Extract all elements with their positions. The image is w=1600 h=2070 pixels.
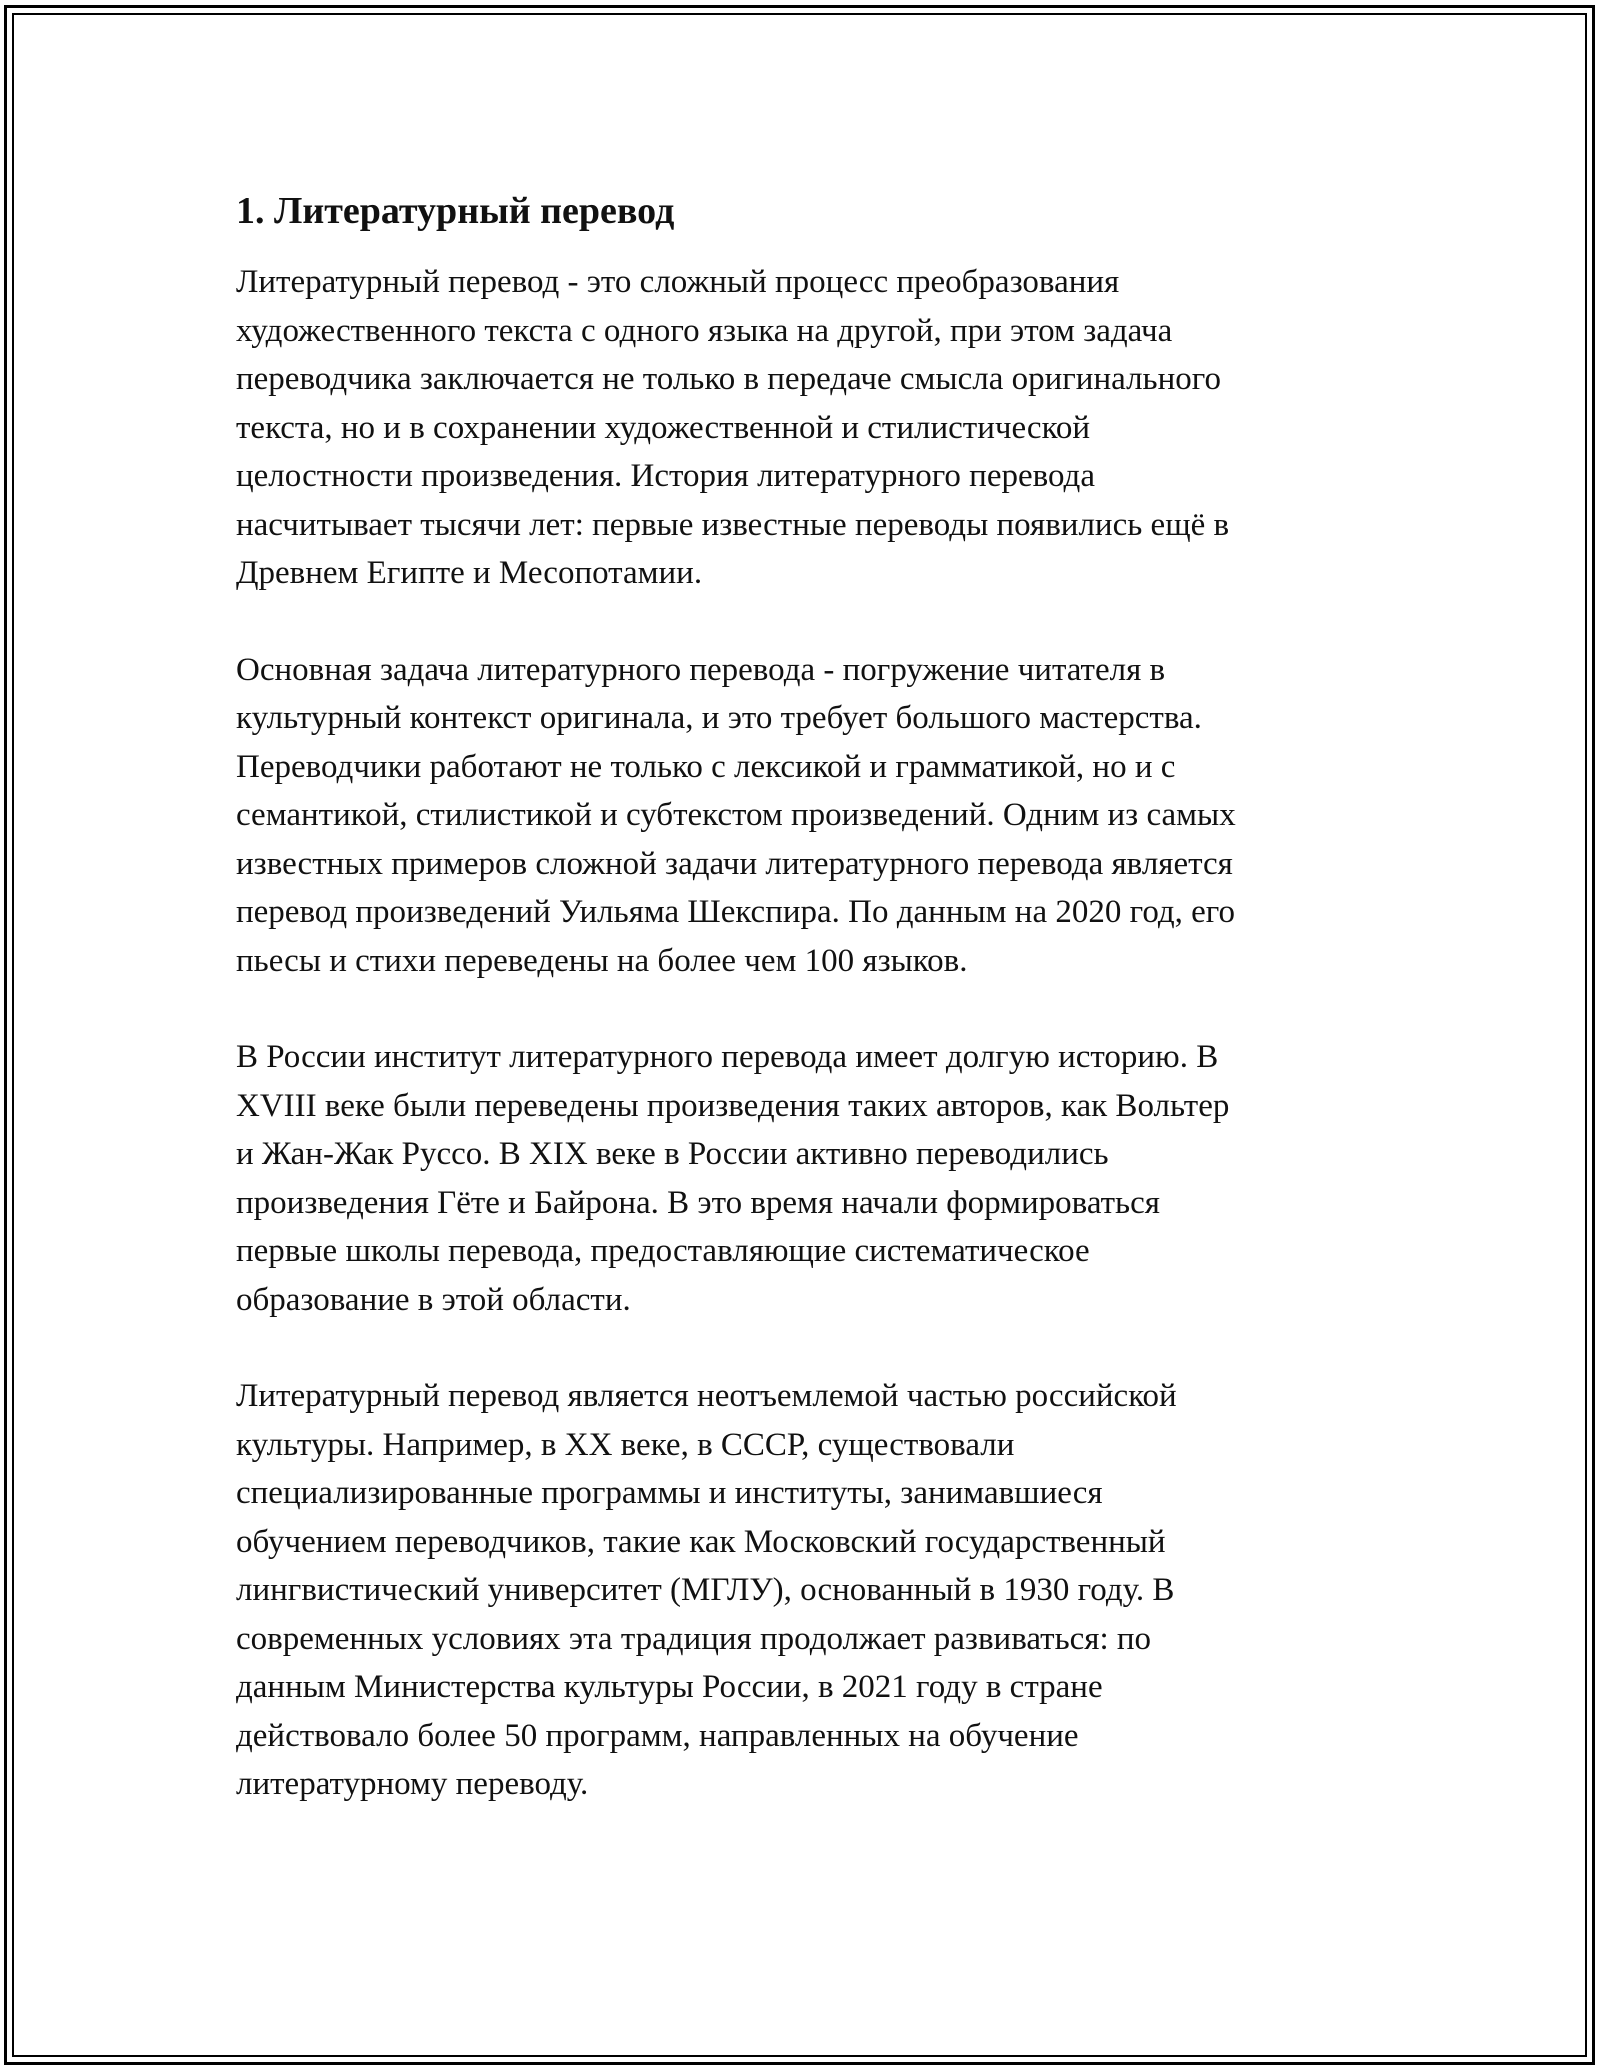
paragraph-2: Основная задача литературного перевода - погружение читателя в культурный контекст оригинала, и это требует большого мастерства. Переводчики работают не только с лексикой и грамматикой, но и с семантикой, стилистикой и субтекстом произведений. Одним из самых известных примеров сложной задачи литературного перевода является перевод произведений Уильяма Шекспира. По данным на 2020 год, его пьесы и стихи переведены на более чем 100 языков. <box>236 651 1236 979</box>
paragraph-4: Литературный перевод является неотъемлемой частью российской культуры. Например, в XX веке, в СССР, существовали специализированные программы и институты, занимавшиеся обучением переводчиков, такие как Московский государственный лингвистический университет (МГЛУ), основанный в 1930 году. В современных условиях эта традиция продолжает развиваться: по данным Министерства культуры России, в 2021 году в стране действовало более 50 программ, направленных на обучение литературному переводу. <box>236 1378 1177 1802</box>
paragraph-1: Литературный перевод - это сложный процесс преобразования художественного текста с одного языка на другой, при этом задача переводчика заключается не только в передаче смысла оригинального текста, но и в сохранении художественной и стилистической целостности произведения. История литературного перевода насчитывает тысячи лет: первые известные переводы появились ещё в Древнем Египте и Месопотамии. <box>236 264 1230 591</box>
section-heading: 1. Литературный перевод <box>236 190 675 232</box>
document-body <box>236 186 1366 1857</box>
paragraph-3: В России институт литературного перевода имеет долгую историю. В XVIII веке были переведены произведения таких авторов, как Вольтер и Жан-Жак Руссо. В XIX веке в России активно переводились произведения Гёте и Байрона. В это время начали формироваться первые школы перевода, предоставляющие систематическое образование в этой области. <box>236 1039 1230 1318</box>
